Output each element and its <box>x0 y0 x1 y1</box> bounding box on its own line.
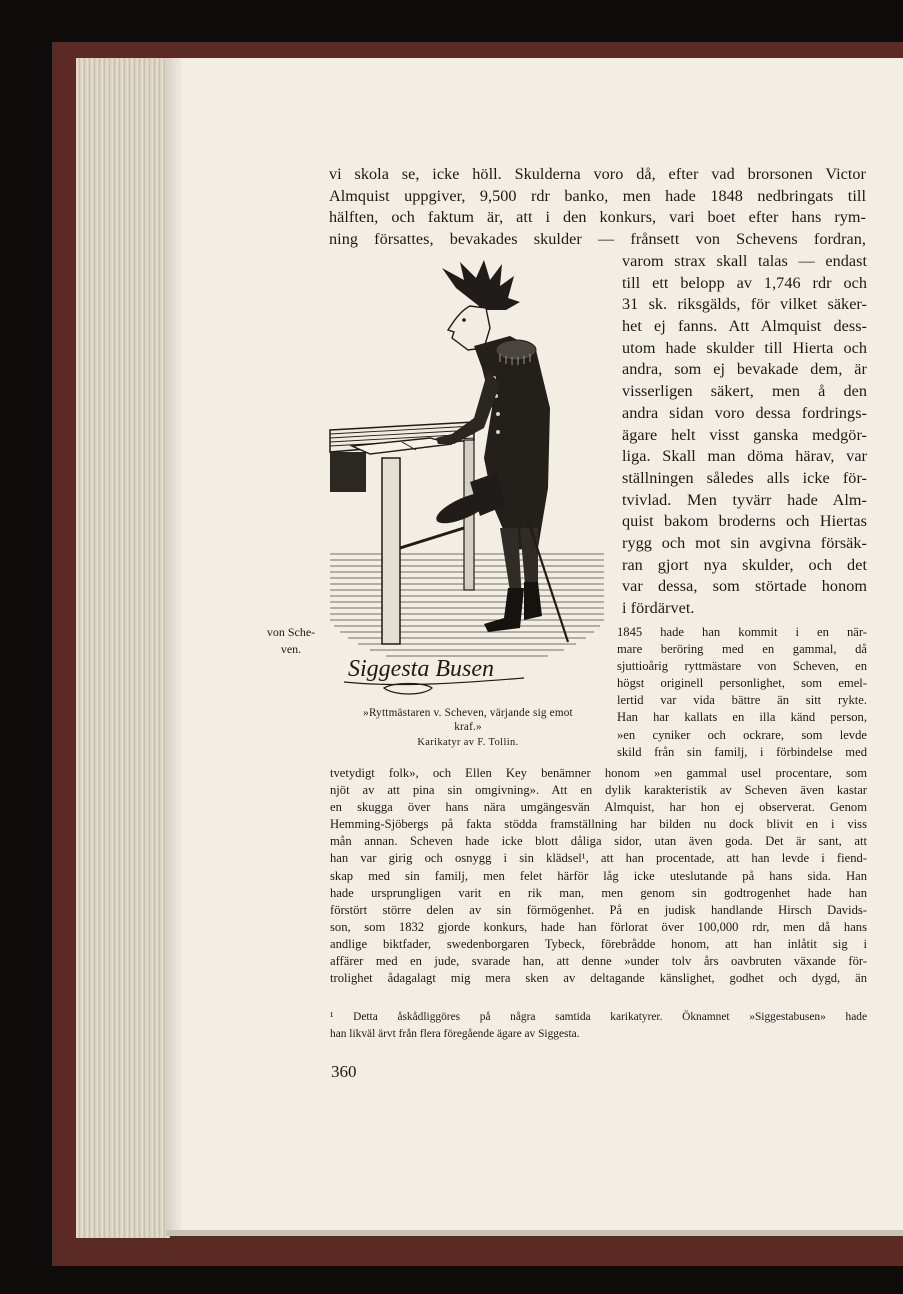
gutter-shadow <box>166 58 184 1234</box>
text-line: hälften, och faktum är, att i den konkurs, vari boet efter hans rym- <box>329 208 866 227</box>
text-line: Almquist uppgiver, 9,500 rdr banko, men hade 1848 nedbringats till <box>329 186 866 205</box>
page-bottom-edge <box>166 1230 903 1236</box>
page-number: 360 <box>331 1062 357 1081</box>
text-line: vi skola se, icke höll. Skulderna voro då, efter vad brorsonen Victor <box>329 165 866 183</box>
text-line: sjuttioårig ryttmästare von Scheven, en <box>617 659 867 674</box>
text-line: han var girig och osnygg i sin klädsel¹, att han procentade, att han levde i fiend- <box>330 851 867 866</box>
top-paragraph <box>329 164 866 251</box>
small-right-paragraph <box>617 624 867 761</box>
text-line: hade ursprungligen varit en rik man, men genom sin godtrogenhet hade han <box>330 885 867 900</box>
text-line: ran gjort nya skulder, och det <box>622 555 867 574</box>
text-line: till ett belopp av 1,746 rdr och <box>622 273 867 292</box>
text-line: »en cyniker och ockrare, som levde <box>617 727 867 742</box>
text-line: liga. Skall man döma härav, var <box>622 447 867 466</box>
text-line: het ej fanns. Att Almquist dess- <box>622 317 867 336</box>
text-line: utom hade skulder till Hierta och <box>622 338 867 357</box>
text-line: andra sidan voro dessa fordrings- <box>622 403 867 422</box>
figure-credit: Karikatyr av F. Tollin. <box>417 737 519 748</box>
margin-note-line: ven. <box>280 642 302 656</box>
text-line: lertid var vida bättre än sitt rykte. <box>617 693 867 708</box>
margin-note-line: von Sche- <box>266 625 316 639</box>
text-line: quist bakom broderns och Hiertas <box>622 512 867 531</box>
small-full-paragraph <box>330 765 867 987</box>
text-line: en skugga över hans nära umgängesvän Almquist, har hon ej observerat. Genom <box>330 800 867 815</box>
text-line: varom strax skall talas — endast <box>622 252 867 270</box>
text-line: Han har kallats en illa känd person, <box>617 710 867 725</box>
margin-note <box>258 624 324 658</box>
caricature-illustration <box>324 258 608 703</box>
text-line: andlige biktfader, swedenborgaren Tybeck, förebrådde honom, att han inlåtit sig i <box>330 936 867 951</box>
footnote-line: ¹ Detta åskådliggöres på några samtida karikatyrer. Öknamnet »Siggestabusen» hade <box>330 1011 867 1023</box>
text-line: son, som 1832 gjorde konkurs, hade han förlorat över 100,000 rdr, men då hans <box>330 919 867 934</box>
footnote-line: han likväl ärvt från flera föregående ägare av Siggesta. <box>330 1028 580 1040</box>
text-line: mån annan. Scheven hade icke blott dåliga sidor, utan även goda. Det är sant, att <box>330 834 867 849</box>
text-line: tvivlad. Men tyvärr hade Alm- <box>622 490 867 509</box>
footnote <box>330 1009 867 1043</box>
text-line: rygg och mot sin avgivna försäk- <box>622 533 867 552</box>
right-column-paragraph <box>622 251 867 620</box>
text-line: visserligen säkert, men å den <box>622 382 867 401</box>
text-line: 31 sk. riksgälds, för vilket säker- <box>622 295 867 314</box>
text-line: Hemming-Sjöbergs på fakta stödda framställning har bilden nu dock blivit en i viss <box>330 817 867 832</box>
text-line: skap med sin familj, men felet härför låg icke uteslutande på hans sida. Han <box>330 868 867 883</box>
caption-line: kraf.» <box>454 721 482 733</box>
text-line: i fördärvet. <box>622 599 695 617</box>
caption-line: »Ryttmästaren v. Scheven, värjande sig emot <box>363 707 573 719</box>
text-line: högst originell personlighet, som emel- <box>617 676 867 691</box>
text-line: ning försattes, bevakades skulder — frånsett von Schevens fordran, <box>329 230 866 249</box>
page-edges <box>76 58 170 1238</box>
text-line: tvetydigt folk», och Ellen Key benämner honom »en gammal usel procentare, som <box>330 766 867 780</box>
text-line: förstört större delen av sin förmögenhet. På en judisk handlande Hirsch Davids- <box>330 902 867 917</box>
text-line: 1845 hade han kommit i en när- <box>617 625 867 639</box>
text-line: skild från sin familj, i förbindelse med <box>617 744 867 759</box>
text-line: mare beröring med en gammal, då <box>617 642 867 657</box>
figure-caption <box>328 706 608 750</box>
text-line: andra, som ej bevakade dem, är <box>622 360 867 379</box>
text-line: ställningen således alls icke för- <box>622 468 867 487</box>
signature-text: Siggesta Busen <box>348 656 494 682</box>
text-line: ägare helt visst ganska medgör- <box>622 425 867 444</box>
text-line: njöt av att pina sin omgivning». Att en dylik karakteristik av Scheven även kastar <box>330 783 867 798</box>
text-line: trolighet ådagalagt mig mera sken av deltagande känslighet, godhet och dygd, än <box>330 971 867 986</box>
text-line: var dessa, som störtade honom <box>622 577 867 596</box>
text-line: affärer med en jude, svarade han, att denne »under tolv års oavbruten växande för- <box>330 954 867 969</box>
